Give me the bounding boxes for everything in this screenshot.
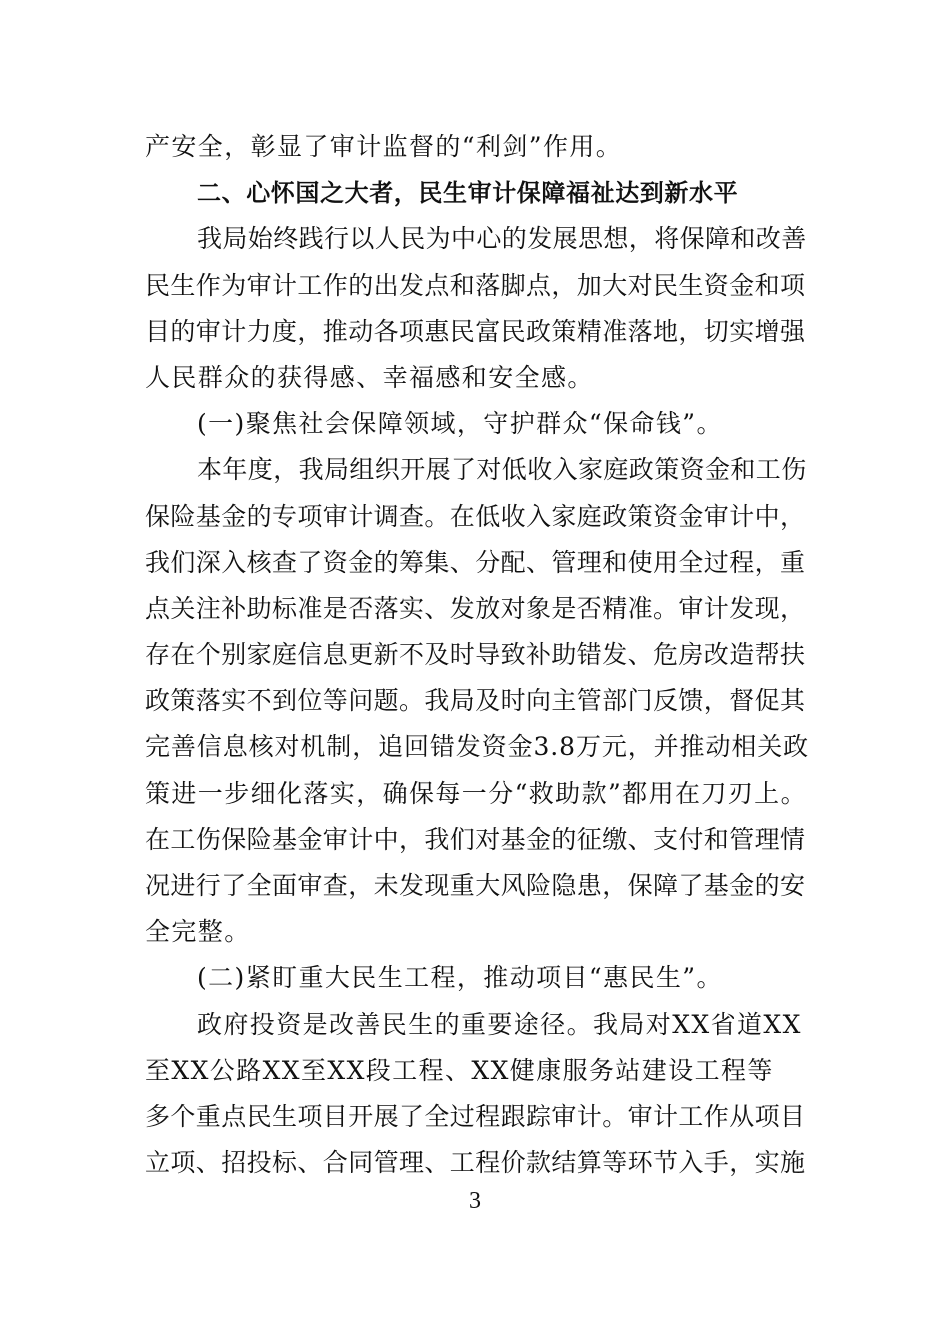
paragraph-line: 政策落实不到位等问题。我局及时向主管部门反馈，督促其: [145, 686, 806, 716]
paragraph-line: 存在个别家庭信息更新不及时导致补助错发、危房改造帮扶: [145, 640, 806, 670]
subsection-heading: (一)聚焦社会保障领域，守护群众“保命钱”。: [197, 409, 723, 439]
subsection-heading: (二)紧盯重大民生工程，推动项目“惠民生”。: [197, 963, 723, 993]
paragraph-line: 人民群众的获得感、幸福感和安全感。: [145, 362, 594, 392]
paragraph-line: 政府投资是改善民生的重要途径。我局对XX省道XX: [197, 1009, 802, 1039]
paragraph-line: 立项、招投标、合同管理、工程价款结算等环节入手，实施: [145, 1148, 806, 1178]
paragraph-line: 产安全，彰显了审计监督的“利剑”作用。: [145, 132, 623, 161]
section-heading: 二、心怀国之大者，民生审计保障福祉达到新水平: [197, 179, 739, 208]
paragraph-line: 点关注补助标准是否落实、发放对象是否精准。审计发现，: [145, 593, 806, 623]
paragraph-line: 多个重点民生项目开展了全过程跟踪审计。审计工作从项目: [145, 1101, 806, 1131]
paragraph-line: 全完整。: [145, 917, 251, 947]
paragraph-line: 策进一步细化落实，确保每一分“救助款”都用在刀刃上。: [145, 778, 807, 808]
paragraph-line: 在工伤保险基金审计中，我们对基金的征缴、支付和管理情: [145, 824, 806, 854]
paragraph-line: 我局始终践行以人民为中心的发展思想，将保障和改善: [197, 224, 807, 254]
paragraph-line: 保险基金的专项审计调查。在低收入家庭政策资金审计中，: [145, 501, 806, 531]
paragraph-line: 至XX公路XX至XX段工程、XX健康服务站建设工程等: [145, 1055, 774, 1085]
paragraph-line: 目的审计力度，推动各项惠民富民政策精准落地，切实增强: [145, 316, 806, 346]
paragraph-line: 况进行了全面审查，未发现重大风险隐患，保障了基金的安: [145, 871, 806, 900]
page-number: 3: [469, 1188, 481, 1214]
paragraph-line: 我们深入核查了资金的筹集、分配、管理和使用全过程，重: [145, 547, 806, 577]
document-body: [145, 124, 809, 1186]
paragraph-line: 完善信息核对机制，追回错发资金3.8万元，并推动相关政: [145, 732, 810, 762]
paragraph-line: 民生作为审计工作的出发点和落脚点，加大对民生资金和项: [145, 270, 806, 300]
paragraph-line: 本年度，我局组织开展了对低收入家庭政策资金和工伤: [197, 455, 807, 485]
